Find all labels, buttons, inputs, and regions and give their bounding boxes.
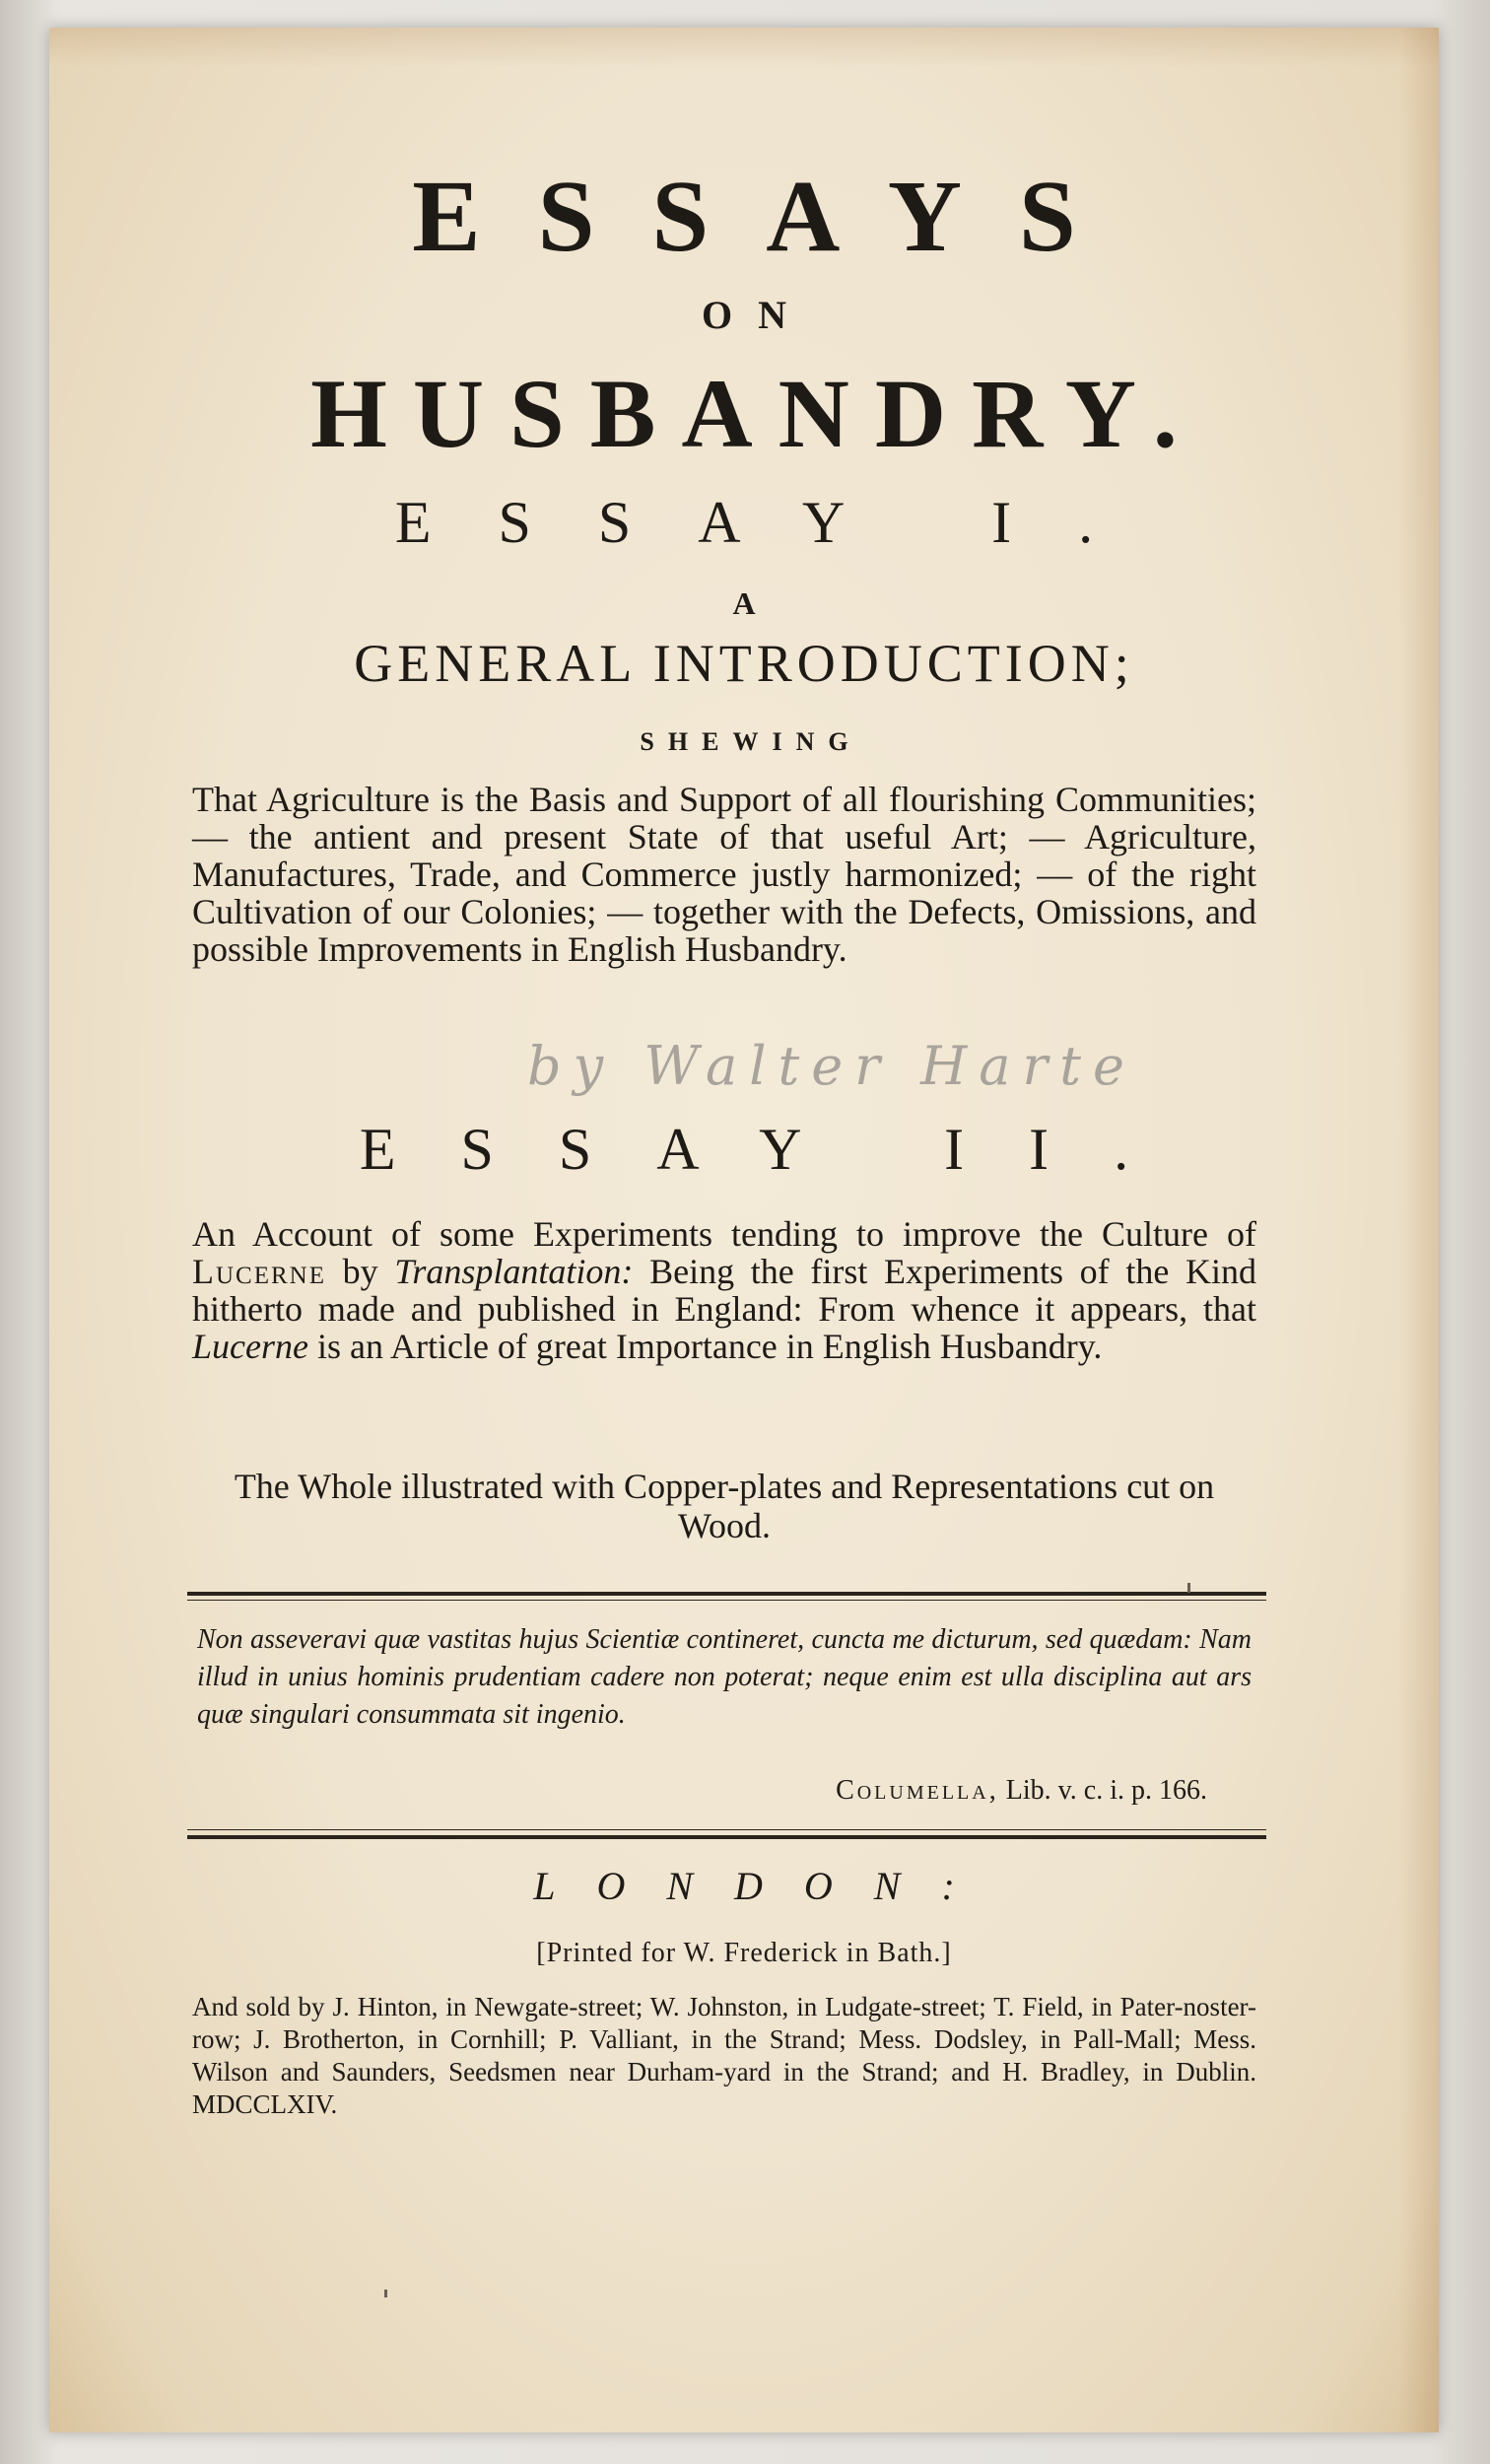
essay-2-lucerne-smallcaps: Lucerne	[192, 1252, 326, 1291]
illustration-note: The Whole illustrated with Copper-plates and Representations cut on Wood.	[234, 1467, 1215, 1545]
rule-bottom-thin	[187, 1829, 1266, 1830]
epigraph-text: Non asseveravi quæ vastitas hujus Scientiæ contineret, cuncta me dicturum, sed quædam: Nam illud in unius hominis prudentiam cadere non poterat; neque enim est ulla disciplina aut ars quæ singulari consummata sit ingenio.	[197, 1624, 1252, 1730]
imprint-sellers: And sold by J. Hinton, in Newgate-street; W. Johnston, in Ludgate-street; T. Field, in Pater-noster-row; J. Brotherton, in Cornhill; P. Valliant, in the Strand; Mess. Dodsley, in Pall-Mall; Mess. Wilson and Saunders, Seedsmen near Durham-yard in the Strand; and H. Bradley, in Dublin. MDCCLXIV.	[192, 1992, 1256, 2119]
ink-mark	[384, 2290, 387, 2297]
essay-1-shewing: SHEWING	[640, 727, 862, 756]
imprint-city: LONDON:	[533, 1864, 996, 1908]
rule-top-thick	[187, 1592, 1266, 1596]
essay-1-description: That Agriculture is the Basis and Support of all flourishing Communities; — the antient and present State of that useful Art; — Agriculture, Manufactures, Trade, and Commerce justly harmonized; — of the right Cultivation of our Colonies; — together with the Defects, Omissions, and possible Improvements in English Husbandry.	[192, 780, 1256, 969]
essay-2-text-3: Being the first Experiments of the Kind hitherto made and published in England: From whence it appears, that	[192, 1252, 1256, 1329]
epigraph-reference: Lib. v. c. i. p. 166.	[998, 1775, 1207, 1806]
essay-2-text-1: An Account of some Experiments tending to improve the Culture of	[192, 1214, 1256, 1254]
title-page	[49, 28, 1439, 2432]
ink-mark	[1187, 1583, 1190, 1593]
epigraph-citation	[601, 1772, 1207, 1810]
epigraph-author: Columella,	[836, 1775, 999, 1806]
rule-top-thin	[187, 1600, 1266, 1601]
essay-2-heading: ESSAY II.	[359, 1117, 1194, 1182]
essay-1-subtitle: GENERAL INTRODUCTION;	[354, 634, 1134, 693]
essay-1-article: A	[732, 585, 756, 621]
essay-2-transplantation: Transplantation:	[394, 1252, 634, 1291]
title-husbandry: HUSBANDRY.	[310, 359, 1203, 468]
title-on: ON	[702, 293, 812, 337]
essay-1-heading: ESSAY I.	[394, 490, 1161, 555]
page-top-toning	[49, 28, 1439, 67]
imprint-printer: [Printed for W. Frederick in Bath.]	[536, 1938, 952, 1968]
handwritten-annotation: by Walter Harte	[527, 1035, 1136, 1097]
essay-2-lucerne-italic: Lucerne	[192, 1327, 308, 1366]
essay-2-text-2: by	[326, 1252, 395, 1291]
essay-2-description	[192, 1215, 1256, 1365]
essay-2-text-4: is an Article of great Importance in English Husbandry.	[307, 1327, 1103, 1366]
title-essays: ESSAYS	[412, 160, 1133, 273]
rule-bottom-thick	[187, 1835, 1266, 1839]
